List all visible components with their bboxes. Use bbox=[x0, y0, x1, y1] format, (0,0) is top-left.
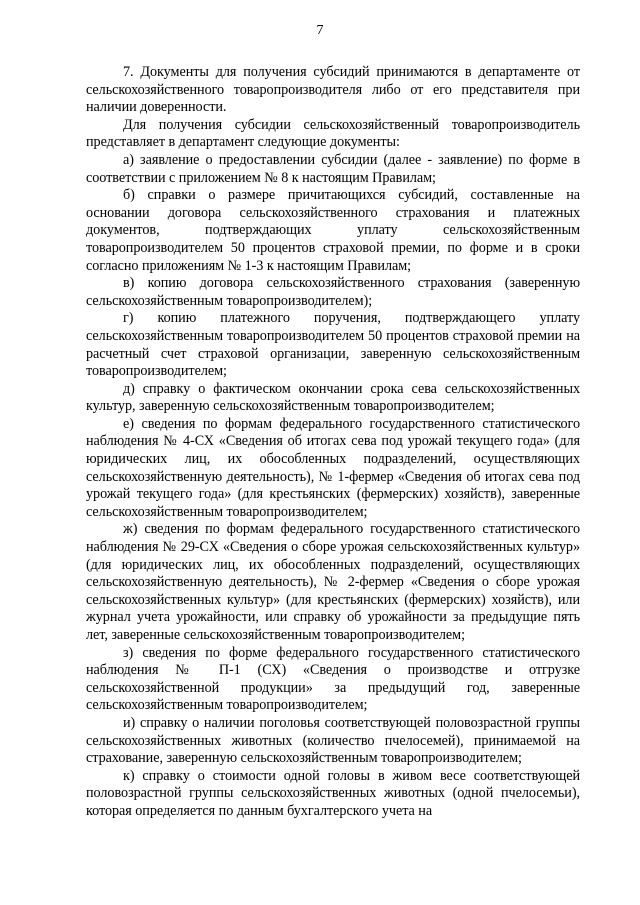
paragraph-intro-list: Для получения субсидии сельскохозяйственный товаропроизводитель представляет в департамент следующие документы: bbox=[86, 116, 580, 151]
paragraph-7-documents: 7. Документы для получения субсидий принимаются в департаменте от сельскохозяйственного товаропроизводителя либо от его представителя при наличии доверенности. bbox=[86, 64, 580, 116]
list-item-a: а) заявление о предоставлении субсидии (далее - заявление) по форме в соответствии с приложением № 8 к настоящим Правилам; bbox=[86, 151, 580, 186]
list-item-v: в) копию договора сельскохозяйственного страхования (заверенную сельскохозяйственным товаропроизводителем); bbox=[86, 275, 580, 309]
list-item-zh: ж) сведения по формам федерального государственного статистического наблюдения № 29-СХ «Сведения о сборе урожая сельскохозяйственных культур» (для юридических лиц, их обособленных подразделений, осуществляющих сельскохозяйственную деятельность), № 2-фермер «Сведения о сборе урожая сельскохозяйственных культур» (для крестьянских (фермерских) хозяйств), или журнал учета урожайности, или справку об урожайности за предыдущие пять лет, заверенные сельскохозяйственным товаропроизводителем; bbox=[86, 521, 580, 643]
list-item-z: з) сведения по форме федерального государственного статистического наблюдения № П-1 (СХ) «Сведения о производстве и отгрузке сельскохозяйственной продукции» за предыдущий год, заверенные сельскохозяйственным товаропроизводителем; bbox=[86, 644, 580, 714]
list-item-g: г) копию платежного поручения, подтверждающего уплату сельскохозяйственным товаропроизводителем 50 процентов страховой премии на расчетный счет страховой организации, заверенную сельскохозяйственным товаропроизводителем; bbox=[86, 310, 580, 380]
list-item-i: и) справку о наличии поголовья соответствующей половозрастной группы сельскохозяйственных животных (количество пчелосемей), принимаемой на страхование, заверенную сельскохозяйственным товаропроизводителем; bbox=[86, 714, 580, 767]
list-item-k: к) справку о стоимости одной головы в живом весе соответствующей половозрастной группы сельскохозяйственных животных (одной пчелосемьи), которая определяется по данным бухгалтерского учета на bbox=[86, 767, 580, 819]
list-item-b: б) справки о размере причитающихся субсидий, составленные на основании договора сельскохозяйственного страхования и платежных документов, подтверждающих уплату сельскохозяйственным товаропроизводителем 50 процентов страховой премии, по форме и в сроки согласно приложениям № 1-3 к настоящим Правилам; bbox=[86, 187, 580, 274]
document-body bbox=[86, 64, 580, 821]
list-item-e: е) сведения по формам федерального государственного статистического наблюдения № 4-СХ «Сведения об итогах сева под урожай текущего года» (для юридических лиц, их обособленных подразделений, осуществляющих сельскохозяйственную деятельность), № 1-фермер «Сведения об итогах сева под урожай текущего года» (для крестьянских (фермерских) хозяйств), заверенные сельскохозяйственным товаропроизводителем; bbox=[86, 415, 580, 520]
list-item-d: д) справку о фактическом окончании срока сева сельскохозяйственных культур, заверенную сельскохозяйственным товаропроизводителем; bbox=[86, 380, 580, 415]
page-number: 7 bbox=[316, 23, 324, 38]
